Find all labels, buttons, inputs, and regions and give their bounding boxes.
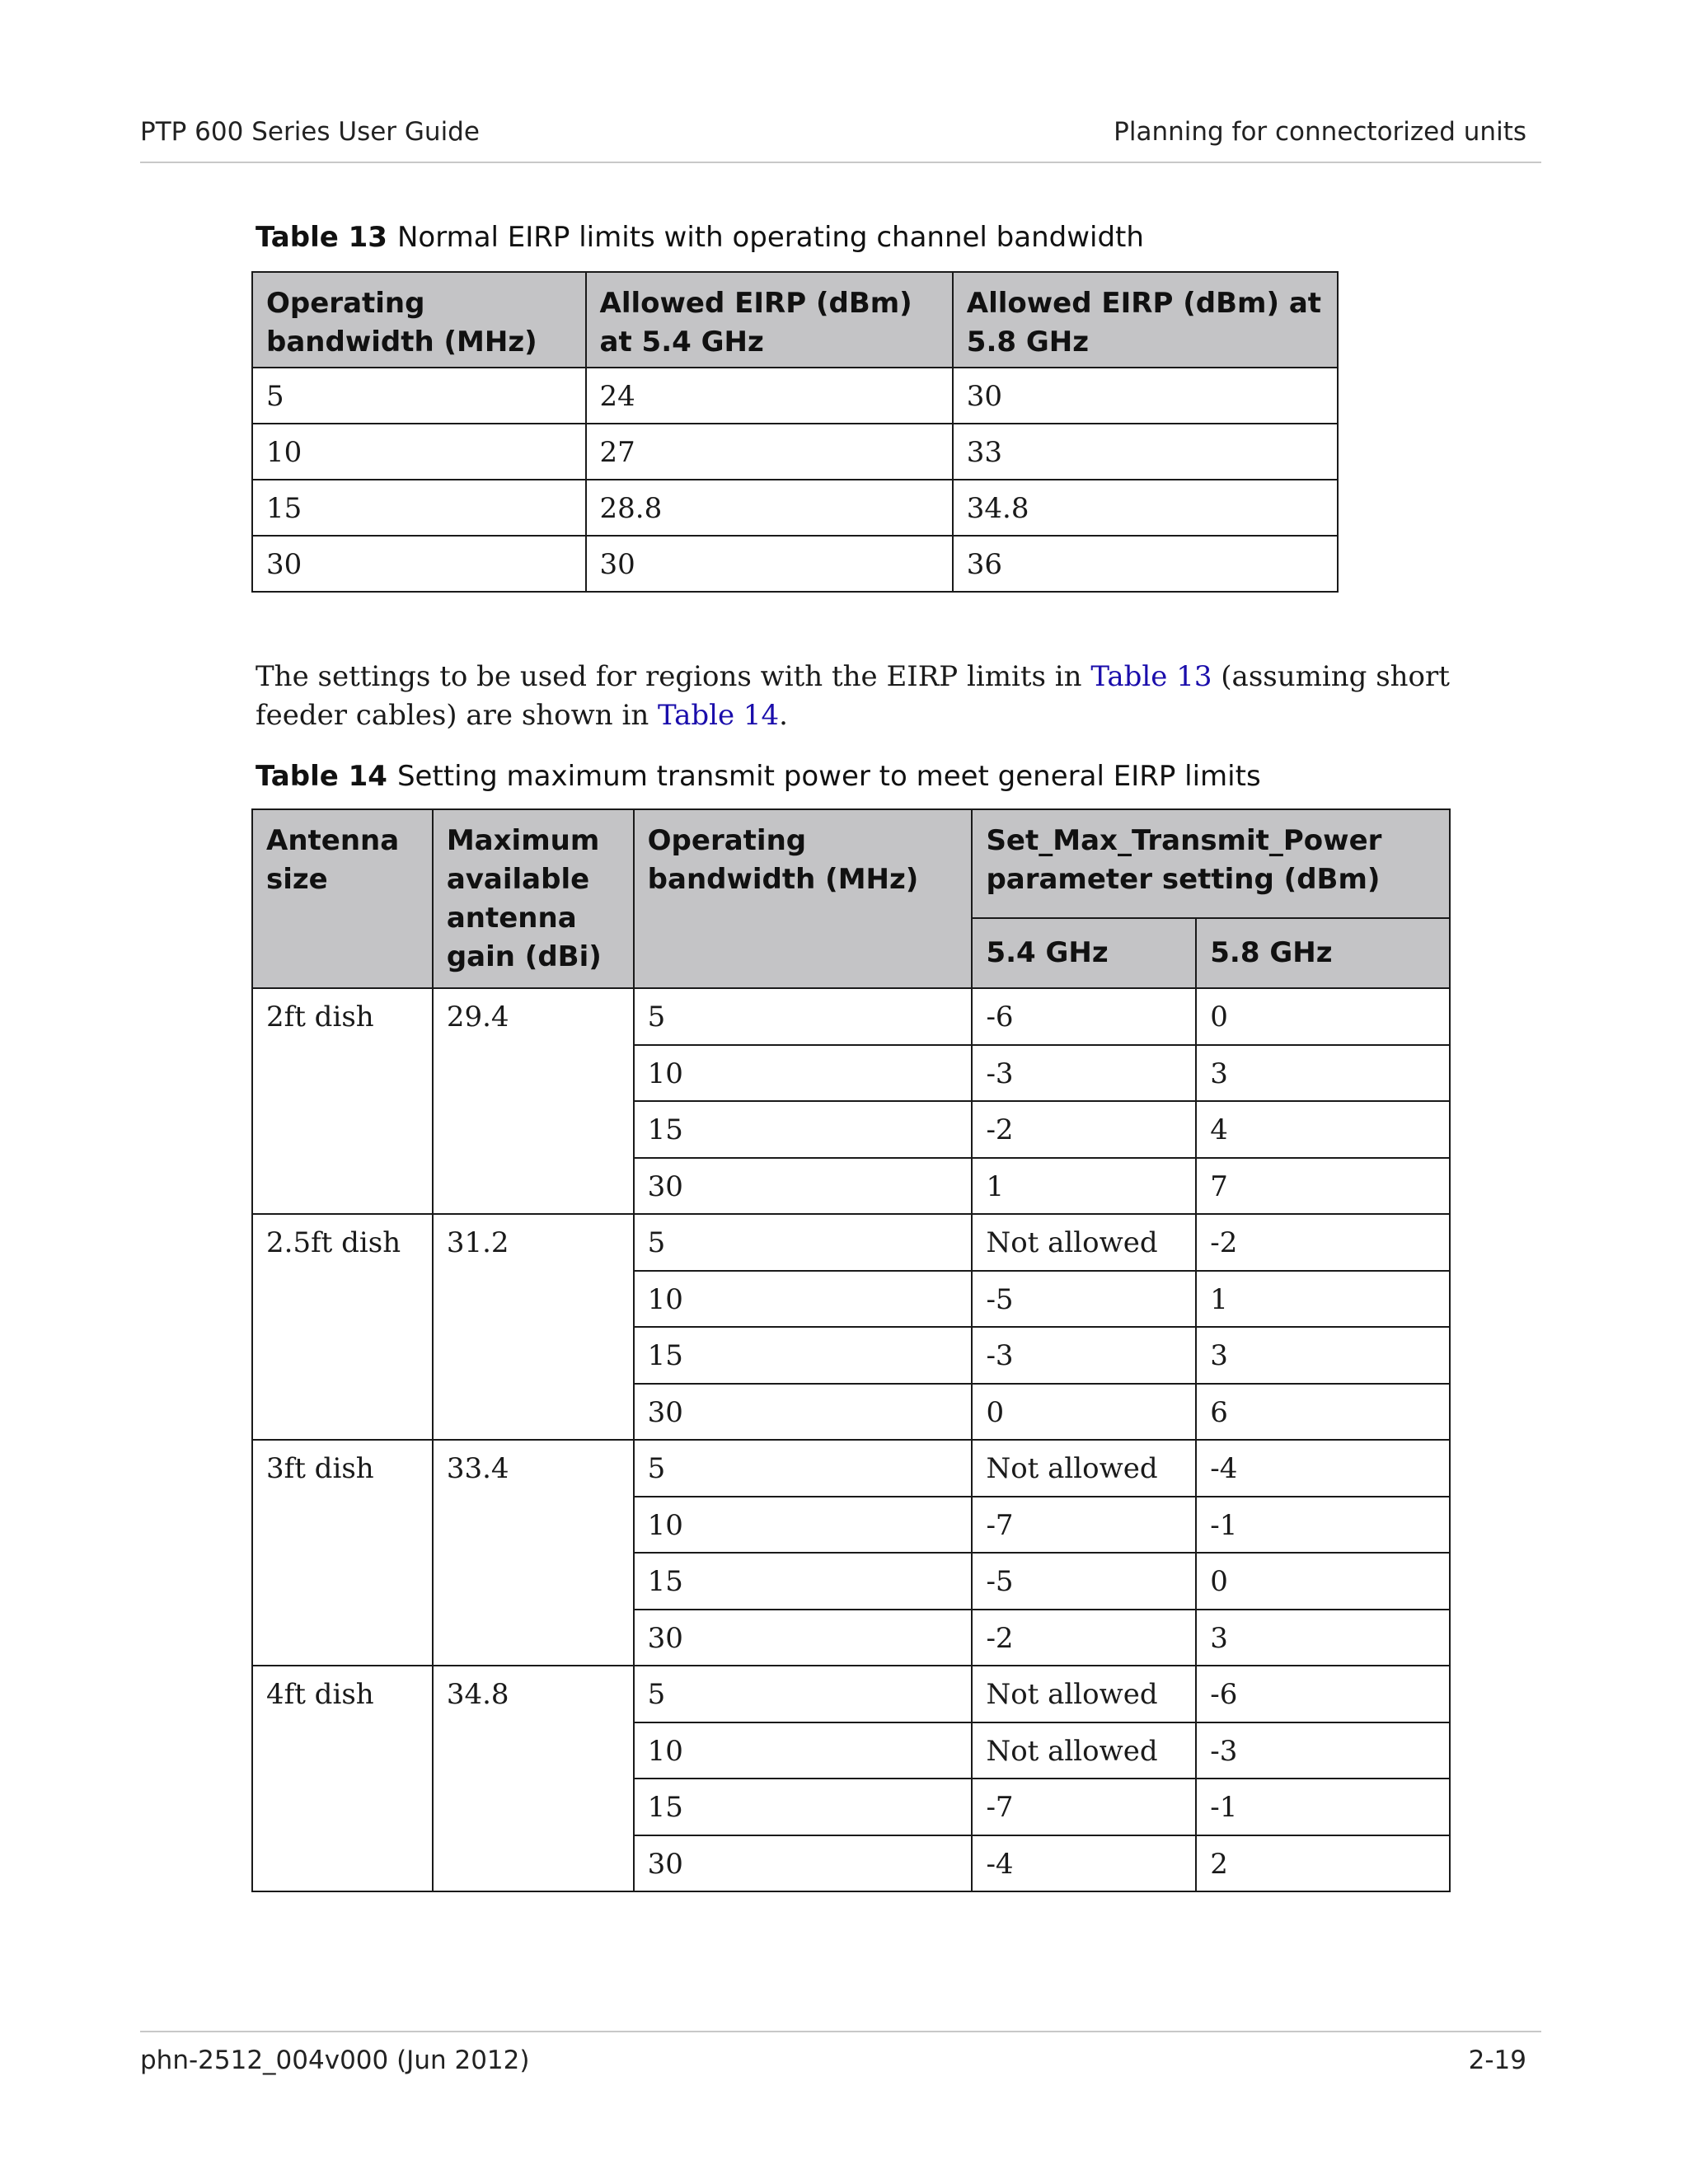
cell-power-54: -7: [972, 1497, 1196, 1554]
cell-power-54: -2: [972, 1101, 1196, 1158]
footer-rule: [140, 2031, 1541, 2032]
cell-power-58: -1: [1196, 1497, 1450, 1554]
cell-power-58: 1: [1196, 1271, 1450, 1328]
cell-eirp-54: 30: [586, 536, 953, 592]
cell-power-58: 2: [1196, 1835, 1450, 1892]
table-row: [252, 1214, 1450, 1271]
page-footer: [140, 2046, 1526, 2075]
cell-power-58: -1: [1196, 1779, 1450, 1835]
table-14-caption: [256, 760, 1261, 793]
link-table-13[interactable]: Table 13: [1090, 660, 1212, 693]
header-rule: [140, 162, 1541, 163]
cell-antenna-size: 2ft dish: [252, 988, 433, 1214]
cell-bandwidth: 15: [634, 1101, 973, 1158]
cell-power-54: -7: [972, 1779, 1196, 1835]
doc-title: PTP 600 Series User Guide: [140, 117, 480, 147]
table-header-row: [252, 272, 1338, 368]
cell-bandwidth: 10: [634, 1497, 973, 1554]
table-14-title: Setting maximum transmit power to meet general EIRP limits: [396, 760, 1261, 793]
cell-power-58: 4: [1196, 1101, 1450, 1158]
col-header-eirp-54: Allowed EIRP (dBm) at 5.4 GHz: [586, 272, 953, 368]
cell-power-54: -5: [972, 1271, 1196, 1328]
cell-bandwidth: 5: [634, 988, 973, 1045]
cell-eirp-58: 34.8: [953, 480, 1338, 536]
table-row: [252, 480, 1338, 536]
cell-eirp-58: 30: [953, 368, 1338, 424]
table-13: [251, 271, 1339, 593]
section-title: Planning for connectorized units: [1114, 117, 1526, 147]
cell-power-58: 0: [1196, 988, 1450, 1045]
cell-power-58: -4: [1196, 1440, 1450, 1497]
cell-bandwidth: 10: [634, 1722, 973, 1779]
col-header-param: Set_Max_Transmit_Power parameter setting (dBm): [972, 809, 1450, 918]
cell-power-54: -2: [972, 1610, 1196, 1666]
table-row: [252, 1666, 1450, 1722]
table-13-title: Normal EIRP limits with operating channel bandwidth: [396, 221, 1144, 254]
cell-bandwidth: 5: [634, 1440, 973, 1497]
cell-power-58: 6: [1196, 1384, 1450, 1441]
cell-power-58: 3: [1196, 1327, 1450, 1384]
cell-power-58: 3: [1196, 1045, 1450, 1102]
cell-power-54: Not allowed: [972, 1666, 1196, 1722]
page-number: 2-19: [1468, 2046, 1526, 2075]
table-row: [252, 536, 1338, 592]
cell-power-54: Not allowed: [972, 1722, 1196, 1779]
table-14: [251, 808, 1451, 1892]
cell-power-58: -3: [1196, 1722, 1450, 1779]
link-table-14[interactable]: Table 14: [658, 699, 780, 732]
col-header-max-gain: Maximum available antenna gain (dBi): [433, 809, 634, 988]
cell-bandwidth: 10: [634, 1271, 973, 1328]
cell-bandwidth: 10: [252, 424, 586, 480]
cell-antenna-size: 3ft dish: [252, 1440, 433, 1666]
col-header-antenna-size: Antenna size: [252, 809, 433, 988]
cell-max-gain: 34.8: [433, 1666, 634, 1891]
cell-power-58: -2: [1196, 1214, 1450, 1271]
col-header-bandwidth: Operating bandwidth (MHz): [252, 272, 586, 368]
cell-max-gain: 31.2: [433, 1214, 634, 1440]
table-14-label: Table 14: [256, 760, 387, 793]
table-13-label: Table 13: [256, 221, 387, 254]
cell-bandwidth: 15: [634, 1553, 973, 1610]
cell-power-54: Not allowed: [972, 1440, 1196, 1497]
table-row: [252, 988, 1450, 1045]
cell-max-gain: 33.4: [433, 1440, 634, 1666]
cell-eirp-58: 36: [953, 536, 1338, 592]
para-text: The settings to be used for regions with the EIRP limits in: [256, 660, 1091, 693]
cell-eirp-54: 27: [586, 424, 953, 480]
cell-power-54: -6: [972, 988, 1196, 1045]
cell-eirp-54: 24: [586, 368, 953, 424]
cell-power-54: Not allowed: [972, 1214, 1196, 1271]
col-header-54ghz: 5.4 GHz: [972, 918, 1196, 988]
cell-power-58: 7: [1196, 1158, 1450, 1215]
cell-antenna-size: 4ft dish: [252, 1666, 433, 1891]
table-row: [252, 368, 1338, 424]
cell-power-58: -6: [1196, 1666, 1450, 1722]
cell-antenna-size: 2.5ft dish: [252, 1214, 433, 1440]
body-paragraph: [256, 658, 1541, 735]
table-13-caption: [256, 221, 1144, 254]
col-header-bandwidth: Operating bandwidth (MHz): [634, 809, 973, 988]
doc-id: phn-2512_004v000 (Jun 2012): [140, 2046, 530, 2075]
cell-power-58: 3: [1196, 1610, 1450, 1666]
cell-bandwidth: 30: [634, 1384, 973, 1441]
cell-eirp-54: 28.8: [586, 480, 953, 536]
cell-power-54: -4: [972, 1835, 1196, 1892]
cell-power-54: 1: [972, 1158, 1196, 1215]
para-text: .: [779, 699, 788, 732]
cell-eirp-58: 33: [953, 424, 1338, 480]
cell-bandwidth: 30: [634, 1835, 973, 1892]
cell-power-58: 0: [1196, 1553, 1450, 1610]
cell-bandwidth: 15: [634, 1327, 973, 1384]
cell-bandwidth: 30: [252, 536, 586, 592]
cell-bandwidth: 30: [634, 1610, 973, 1666]
cell-bandwidth: 30: [634, 1158, 973, 1215]
para-text: (assuming short feeder cables) are shown in: [256, 660, 1450, 732]
cell-bandwidth: 10: [634, 1045, 973, 1102]
page-header: [140, 117, 1526, 147]
table-row: [252, 424, 1338, 480]
cell-max-gain: 29.4: [433, 988, 634, 1214]
col-header-58ghz: 5.8 GHz: [1196, 918, 1450, 988]
cell-power-54: -5: [972, 1553, 1196, 1610]
cell-power-54: 0: [972, 1384, 1196, 1441]
cell-bandwidth: 5: [252, 368, 586, 424]
cell-bandwidth: 15: [634, 1779, 973, 1835]
col-header-eirp-58: Allowed EIRP (dBm) at 5.8 GHz: [953, 272, 1338, 368]
cell-bandwidth: 15: [252, 480, 586, 536]
table-header-row: [252, 809, 1450, 918]
cell-bandwidth: 5: [634, 1666, 973, 1722]
cell-power-54: -3: [972, 1045, 1196, 1102]
cell-power-54: -3: [972, 1327, 1196, 1384]
cell-bandwidth: 5: [634, 1214, 973, 1271]
table-row: [252, 1440, 1450, 1497]
